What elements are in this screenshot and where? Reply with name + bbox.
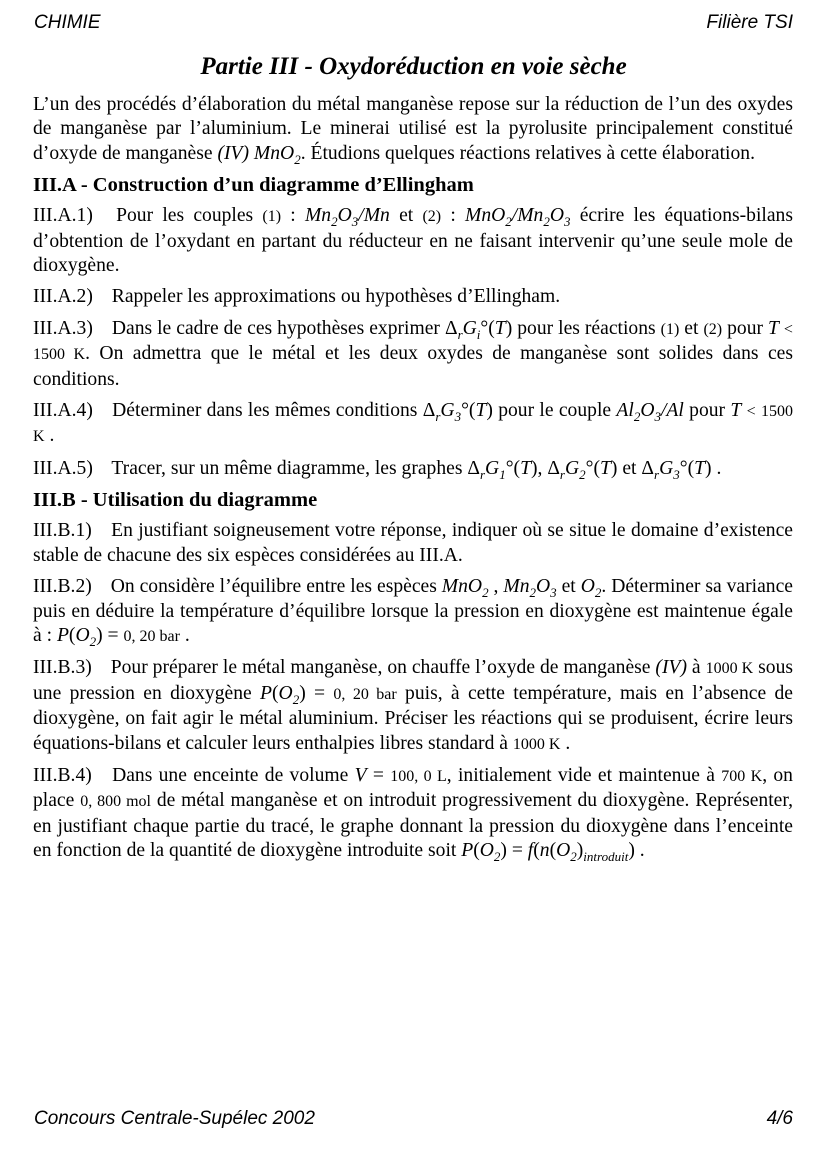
formula-drgi: $\Delta_rG_i^\circ(T)$ [444,317,513,342]
question-b1: III.B.1) En justifiant soigneusement votre réponse, indiquer où se situe le domaine d’existence stable de chacune des six espèces considérées au III.A. [33,520,793,566]
question-b2: III.B.2) On considère l’équilibre entre les espèces MnO$_2$ , $Mn_2O_3$ et $O_2$. Déterminer sa variance puis en déduire la température d’équilibre lorsque la pression en dioxygène est maintenue égale à : $P(O_2) = 0$, 20 bar . [33,576,793,649]
footer-page-number: 4/6 [766,1108,793,1129]
formula-drg3: $\Delta_rG_3^\circ(T)$ [422,400,493,424]
formula-function: $P(O_2) = f(n(O_2)_{introduit})$ [461,840,635,865]
footer-contest: Concours Centrale-Supélec 2002 [34,1108,315,1129]
formula-drg2: $\Delta_rG_2^\circ(T)$ [547,457,618,482]
formula-drg3b: $\Delta_rG_3^\circ(T)$ [641,457,712,482]
question-a3: III.A.3) Dans le cadre de ces hypothèses exprimer $\Delta_rG_i^\circ(T)$ pour les réactions (1) et (2) pour T < 1500 K. On admettra que le métal et les deux oxydes de manganèse sont solides dans ces conditions. [33,317,793,390]
question-a2: III.A.2) Rappeler les approximations ou hypothèses d’Ellingham. [33,286,561,308]
formula-couple-1: $Mn_2O_3/Mn$ [304,205,390,230]
formula-drg1: $\Delta_rG_1^\circ(T)$ [467,457,538,482]
formula-po2: $P(O_2) = 0$, 20 bar [56,624,180,649]
question-a4: III.A.4) Déterminer dans les mêmes conditions $\Delta_rG_3^\circ(T)$ pour le couple $Al_2O_3/Al$ pour T < 1500 K . [33,400,793,447]
formula-couple-2: $MnO_2/Mn_2O_3$ [465,205,571,230]
question-a1: III.A.1) Pour les couples (1) : $Mn_2O_3/Mn$ et (2) : $MnO_2/Mn_2O_3$ écrire les équations-bilans d’obtention de l’oxydant en partant du réducteur en ne faisant intervenir qu’une seule mole de dioxygène. [33,205,793,277]
section-b-heading: III.B - Utilisation du diagramme [33,489,318,512]
question-a5: III.A.5) Tracer, sur un même diagramme, les graphes $\Delta_rG_1^\circ(T)$, $\Delta_rG_2^\circ(T)$ et $\Delta_rG_3^\circ(T)$ . [33,457,722,482]
formula-mno2: MnO$_2$ [253,142,301,167]
page-title: Partie III - Oxydoréduction en voie sèche [200,53,627,80]
document-body [33,93,793,871]
section-a-heading: III.A - Construction d’un diagramme d’Ellingham [33,174,474,197]
question-b4: III.B.4) Dans une enceinte de volume V = 100, 0 L, initialement vide et maintenue à 700 K, on place 0, 800 mol de métal manganèse et on introduit progressivement du dioxygène. Représenter, en justifiant chaque partie du tracé, le graphe donnant la pression du dioxygène dans l’enceinte en fonction de la quantité de dioxygène introduite soit $P(O_2) = f(n(O_2)_{introduit})$ . [33,764,793,865]
header-subject: CHIMIE [34,12,101,33]
question-b3: III.B.3) Pour préparer le métal manganèse, on chauffe l’oxyde de manganèse (IV) à 1000 K sous une pression en dioxygène $P(O_2) = 0$, 20 bar puis, à cette température, mais en l’absence de dioxygène, on fait agir le métal aluminium. Préciser les réactions qui se produisent, écrire leurs équations-bilans et calculer leurs enthalpies libres standard à 1000 K . [33,657,793,754]
header-track: Filière TSI [706,12,793,33]
formula-al2o3-al: $Al_2O_3/Al$ [616,400,684,424]
intro-paragraph: L’un des procédés d’élaboration du métal manganèse repose sur la réduction de l’un des oxydes de manganèse par l’aluminium. Le minerai utilisé est la pyrolusite principalement constitué d’oxyde de manganèse (IV) MnO$_2$. Étudions quelques réactions relatives à cette élaboration. [33,94,793,167]
